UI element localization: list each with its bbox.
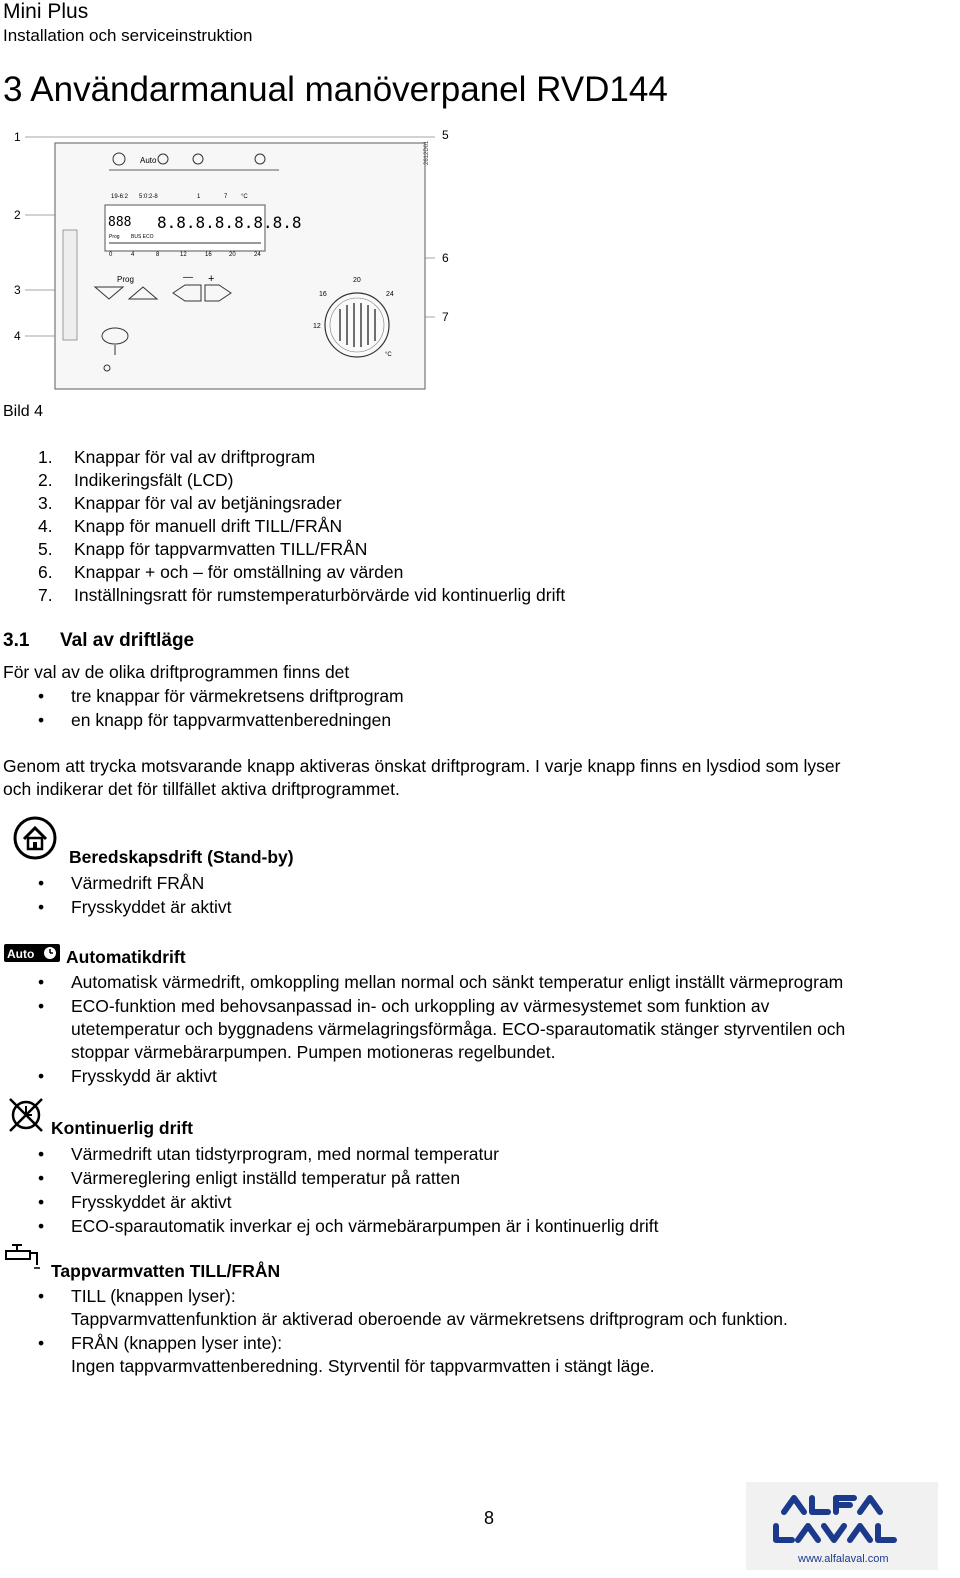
svg-text:20: 20	[353, 277, 361, 284]
svg-text:8: 8	[156, 252, 160, 258]
mode-hotwater-title: Tappvarmvatten TILL/FRÅN	[51, 1261, 281, 1281]
svg-text:16: 16	[319, 291, 327, 298]
list-item: 5. Knapp för tappvarmvatten TILL/FRÅN	[38, 539, 368, 559]
document-title: Mini Plus	[3, 0, 89, 23]
svg-text:5:0:2-8: 5:0:2-8	[139, 194, 158, 200]
callout-6: 6	[442, 251, 449, 265]
paragraph-line-1: Genom att trycka motsvarande knapp aktiveras önskat driftprogram. I varje knapp finns en lysdiod som lyser	[3, 756, 841, 776]
svg-text:24: 24	[254, 252, 261, 258]
svg-text:24: 24	[386, 291, 394, 298]
auto-label: Auto	[140, 156, 157, 165]
svg-text:BUS ECO: BUS ECO	[131, 234, 154, 240]
figure-legend-list	[38, 446, 565, 607]
callout-4: 4	[14, 329, 21, 343]
mode-continuous-title: Kontinuerlig drift	[51, 1118, 193, 1138]
paragraph-line-2: och indikerar det för tillfället aktiva driftprogrammet.	[3, 779, 400, 799]
callout-2: 2	[14, 208, 21, 222]
rvd144-panel-figure	[5, 125, 465, 395]
svg-text:°C: °C	[241, 194, 248, 200]
list-item: • Frysskyddet är aktivt	[0, 896, 231, 919]
list-item: 7. Inställningsratt för rumstemperaturbörvärde vid kontinuerlig drift	[38, 585, 566, 605]
section-intro: För val av de olika driftprogrammen finns det	[3, 662, 350, 682]
list-item: • Frysskydd är aktivt	[0, 1065, 845, 1088]
svg-text:20: 20	[229, 252, 236, 258]
crossed-clock-icon	[7, 1096, 45, 1134]
section-heading	[3, 630, 194, 652]
callout-1: 1	[14, 130, 21, 144]
house-icon	[12, 815, 58, 861]
list-item: 6. Knappar + och – för omställning av värden	[38, 562, 404, 582]
list-item: • Frysskyddet är aktivt	[0, 1191, 658, 1214]
document-subtitle: Installation och serviceinstruktion	[3, 26, 253, 45]
intro-bullets	[0, 685, 404, 732]
minus-label: —	[183, 272, 193, 283]
svg-text:Prog: Prog	[109, 234, 120, 240]
list-item: • TILL (knappen lyser): Tappvarmvattenfunktion är aktiverad oberoende av värmekretsens driftprogram och funktion.	[0, 1285, 788, 1331]
list-item: • FRÅN (knappen lyser inte): Ingen tappvarmvattenberedning. Styrventil för tappvarmvatten i stängt läge.	[0, 1332, 788, 1378]
list-item: • en knapp för tappvarmvattenberedningen	[0, 709, 404, 732]
list-item: • Värmedrift utan tidstyrprogram, med normal temperatur	[0, 1143, 658, 1166]
callout-5: 5	[442, 128, 449, 142]
list-item: 1. Knappar för val av driftprogram	[38, 447, 316, 467]
list-item: 3. Knappar för val av betjäningsrader	[38, 493, 342, 513]
alfa-laval-logo	[746, 1482, 938, 1570]
list-item: 4. Knapp för manuell drift TILL/FRÅN	[38, 516, 343, 536]
list-item: • tre knappar för värmekretsens driftprogram	[0, 685, 404, 708]
lcd-small-digits: 888	[108, 215, 132, 230]
mode-continuous-bullets	[0, 1143, 658, 1238]
auto-clock-icon	[4, 943, 60, 963]
tap-icon	[4, 1243, 42, 1273]
mode-auto-title: Automatikdrift	[66, 947, 186, 967]
svg-text:1: 1	[197, 194, 201, 200]
list-item: • ECO-funktion med behovsanpassad in- och urkoppling av värmesystemet som funktion av utetemperatur och byggnadens värmelagringsförmåga. ECO-sparautomatik stänger styrventilen och stoppar värmebärarpumpen. Pumpen motioneras regelbundet.	[0, 995, 845, 1064]
svg-text:16: 16	[205, 252, 212, 258]
lcd-big-digits: 8.8.8.8.8.8.8.8	[157, 213, 302, 232]
section-number: 3.1	[3, 630, 30, 651]
svg-text:°C: °C	[385, 352, 392, 358]
mode-hotwater-bullets	[0, 1285, 788, 1378]
list-item: • ECO-sparautomatik inverkar ej och värmebärarpumpen är i kontinuerlig drift	[0, 1215, 658, 1238]
svg-text:12: 12	[313, 323, 321, 330]
svg-text:2612D01: 2612D01	[424, 140, 430, 165]
svg-text:4: 4	[131, 252, 135, 258]
svg-text:7: 7	[224, 194, 228, 200]
mode-standby-bullets	[0, 872, 231, 919]
svg-text:0: 0	[109, 252, 113, 258]
list-item: 2. Indikeringsfält (LCD)	[38, 470, 234, 490]
figure-caption: Bild 4	[3, 403, 44, 420]
prog-label: Prog	[117, 275, 134, 284]
svg-text:Auto: Auto	[7, 947, 35, 961]
callout-7: 7	[442, 310, 449, 324]
mode-auto-bullets	[0, 971, 845, 1088]
mode-standby-title: Beredskapsdrift (Stand-by)	[69, 847, 294, 867]
list-item: • Värmedrift FRÅN	[0, 872, 231, 895]
list-item: • Automatisk värmedrift, omkoppling mellan normal och sänkt temperatur enligt inställt värmeprogram	[0, 971, 845, 994]
section-title: Val av driftläge	[60, 630, 195, 651]
callout-3: 3	[14, 283, 21, 297]
svg-text:12: 12	[180, 252, 187, 258]
plus-label: +	[208, 273, 215, 285]
list-item: • Värmereglering enligt inställd temperatur på ratten	[0, 1167, 658, 1190]
logo-url: www.alfalaval.com	[798, 1553, 889, 1565]
svg-text:19-6:2: 19-6:2	[111, 194, 129, 200]
chapter-heading: 3 Användarmanual manöverpanel RVD144	[3, 70, 668, 109]
page-number: 8	[484, 1508, 495, 1528]
